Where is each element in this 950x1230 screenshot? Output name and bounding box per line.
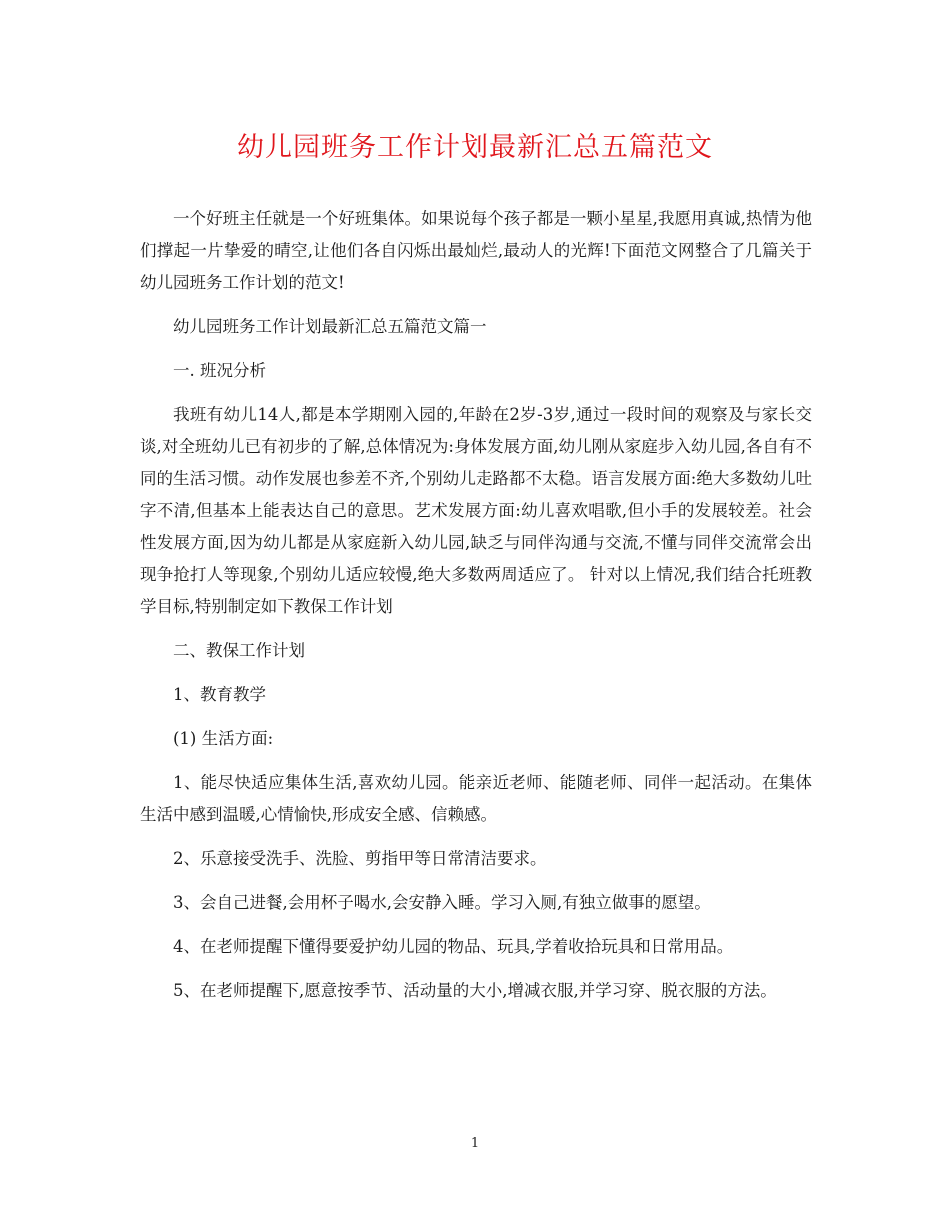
paragraph-heading-life: (1) 生活方面: bbox=[173, 729, 274, 748]
list-item-3: 3、会自己进餐,会用杯子喝水,会安静入睡。学习入厕,有独立做事的愿望。 bbox=[173, 893, 711, 912]
list-item-2: 2、乐意接受洗手、洗脸、剪指甲等日常清洁要求。 bbox=[173, 849, 547, 868]
list-item-1: 1、能尽快适应集体生活,喜欢幼儿园。能亲近老师、能随老师、同伴一起活动。在集体生活中感到温暖,心情愉快,形成安全感、信赖感。 bbox=[140, 773, 812, 824]
paragraph-heading-plan: 二、教保工作计划 bbox=[173, 641, 305, 660]
list-item-4: 4、在老师提醒下懂得要爱护幼儿园的物品、玩具,学着收拾玩具和日常用品。 bbox=[173, 937, 734, 956]
list-item-5: 5、在老师提醒下,愿意按季节、活动量的大小,增减衣服,并学习穿、脱衣服的方法。 bbox=[173, 981, 777, 1000]
paragraph-heading-class-analysis: 一. 班况分析 bbox=[173, 361, 266, 380]
page-number: 1 bbox=[470, 1136, 480, 1151]
paragraph-class-analysis: 我班有幼儿14人,都是本学期刚入园的,年龄在2岁-3岁,通过一段时间的观察及与家长交谈,对全班幼儿已有初步的了解,总体情况为:身体发展方面,幼儿刚从家庭步入幼儿园,各自有不同的生活习惯。动作发展也参差不齐,个别幼儿走路都不太稳。语言发展方面:绝大多数幼儿吐字不清,但基本上能表达自己的意思。艺术发展方面:幼儿喜欢唱歌,但小手的发展较差。社会性发展方面,因为幼儿都是从家庭新入幼儿园,缺乏与同伴沟通与交流,不懂与同伴交流常会出现争抢打人等现象,个别幼儿适应较慢,绝大多数两周适应了。 针对以上情况,我们结合托班教学目标,特别制定如下教保工作计划 bbox=[140, 405, 812, 616]
paragraph-intro: 一个好班主任就是一个好班集体。如果说每个孩子都是一颗小星星,我愿用真诚,热情为他们撑起一片挚爱的晴空,让他们各自闪烁出最灿烂,最动人的光辉!下面范文网整合了几篇关于幼儿园班务工作计划的范文! bbox=[140, 209, 812, 292]
paragraph-section-heading: 幼儿园班务工作计划最新汇总五篇范文篇一 bbox=[173, 317, 487, 336]
document-title: 幼儿园班务工作计划最新汇总五篇范文 bbox=[237, 132, 713, 163]
document-body bbox=[140, 203, 812, 1019]
paragraph-heading-teaching: 1、教育教学 bbox=[173, 685, 266, 704]
